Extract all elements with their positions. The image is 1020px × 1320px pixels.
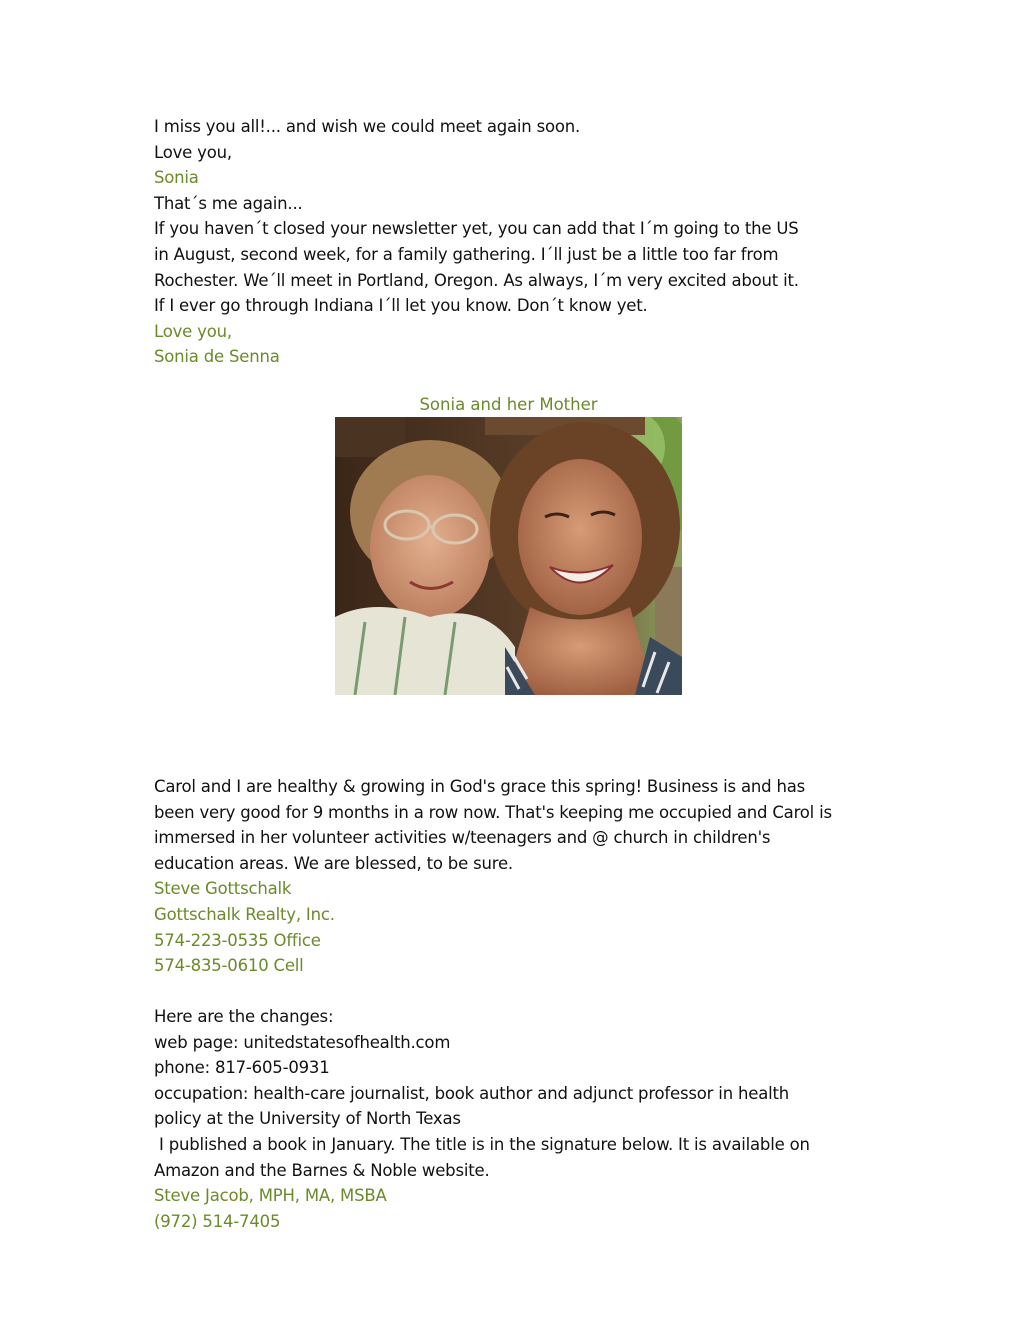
text-line: Amazon and the Barnes & Noble website. (154, 1160, 490, 1180)
text-line: If I ever go through Indiana I´ll let you know. Don´t know yet. (154, 296, 648, 316)
text-line: Love you, (154, 142, 232, 162)
text-line: Carol and I are healthy & growing in God's grace this spring! Business is and has (154, 777, 806, 796)
signature-name: Steve Jacob, MPH, MA, MSBA (154, 1186, 387, 1206)
signature-name: Sonia (154, 168, 199, 188)
signature-phone-cell: 574-835-0610 Cell (154, 956, 304, 976)
text-line: occupation: health-care journalist, book author and adjunct professor in health (154, 1083, 790, 1103)
text-line: education areas. We are blessed, to be sure. (154, 853, 513, 873)
text-line: Rochester. We´ll meet in Portland, Oregon. As always, I´m very excited about it. (154, 270, 799, 290)
text-line: in August, second week, for a family gathering. I´ll just be a little too far from (154, 244, 779, 264)
steve-gottschalk-note (154, 774, 884, 979)
signature-company: Gottschalk Realty, Inc. (154, 904, 335, 924)
text-line: phone: 817-605-0931 (154, 1058, 330, 1078)
photo (335, 417, 682, 695)
steve-jacob-note (154, 1004, 884, 1234)
photo-caption: Sonia and her Mother (419, 395, 598, 414)
text-line: I miss you all!... and wish we could meet again soon. (154, 117, 581, 136)
signature-name: Sonia de Senna (154, 347, 280, 367)
signature-line: Love you, (154, 321, 232, 341)
signature-phone-office: 574-223-0535 Office (154, 930, 321, 950)
signature-name: Steve Gottschalk (154, 879, 292, 899)
text-line: If you haven´t closed your newsletter yet, you can add that I´m going to the US (154, 219, 799, 239)
text-line: Here are the changes: (154, 1007, 334, 1026)
text-line: policy at the University of North Texas (154, 1109, 461, 1129)
text-line: That´s me again... (154, 193, 303, 213)
sonia-letter (154, 114, 884, 370)
text-line: web page: unitedstatesofhealth.com (154, 1032, 451, 1052)
text-line: immersed in her volunteer activities w/teenagers and @ church in children's (154, 828, 771, 848)
text-line: been very good for 9 months in a row now. That's keeping me occupied and Carol is (154, 802, 832, 822)
signature-phone: (972) 514-7405 (154, 1211, 281, 1231)
photo-illustration (335, 417, 682, 695)
text-line: I published a book in January. The title is in the signature below. It is available on (154, 1134, 810, 1154)
